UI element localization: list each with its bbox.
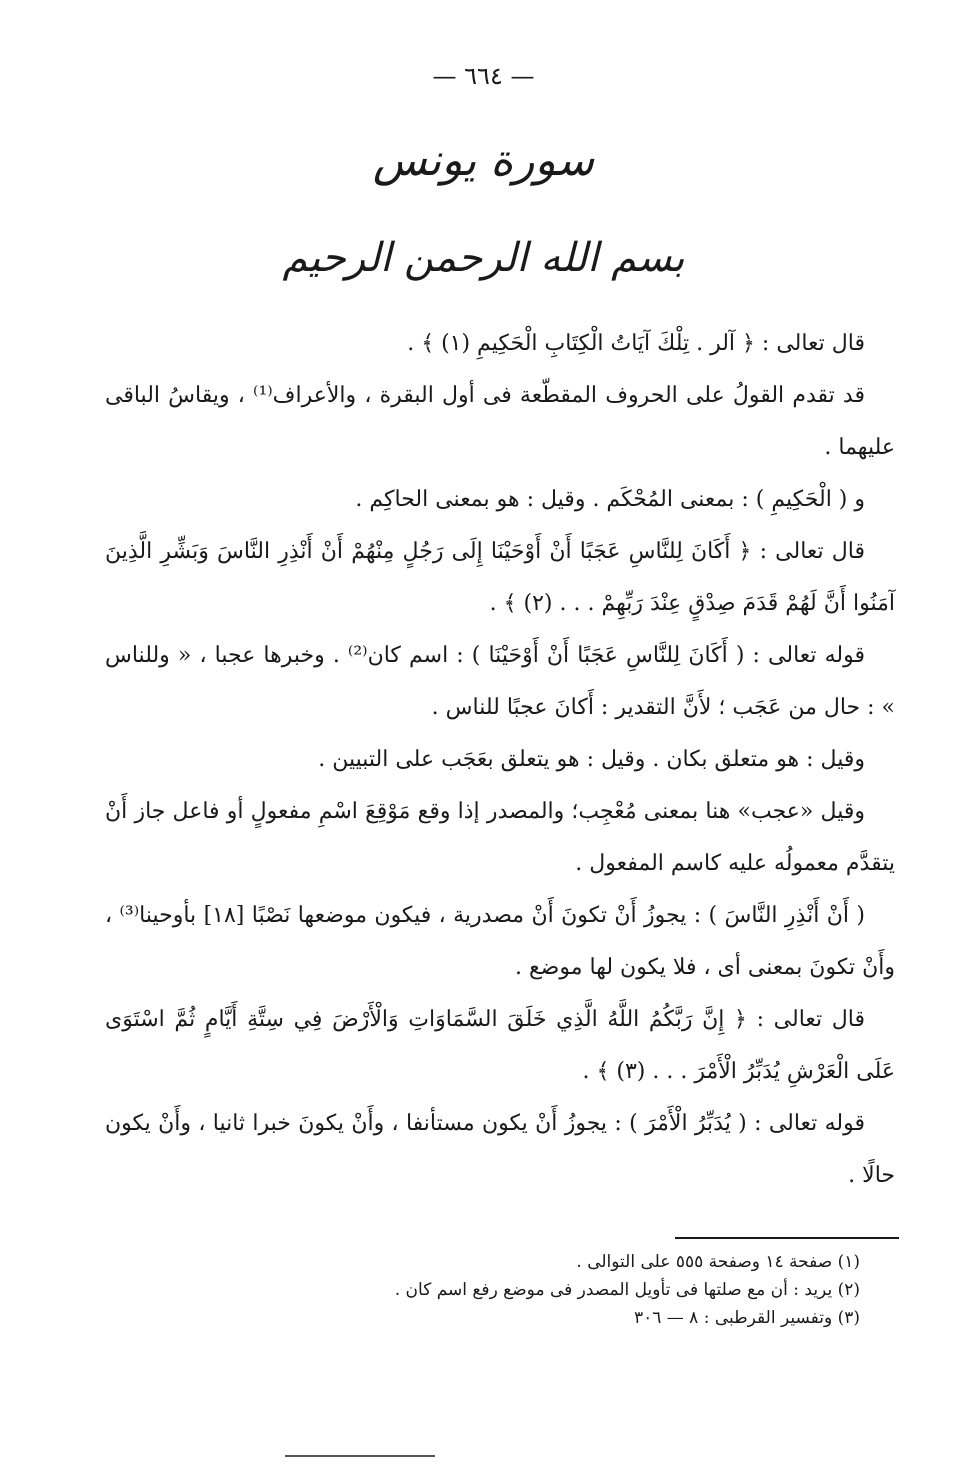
paragraph: قال تعالى : ﴿ آلر . تِلْكَ آيَاتُ الْكِتَابِ الْحَكِيمِ (١) ﴾ . — [407, 331, 865, 356]
paragraph: قوله تعالى : ( أَكَانَ لِلنَّاسِ عَجَبًا أَنْ أَوْحَيْنَا ) : اسم كان⁽²⁾ . وخبرها عجبا ، « وللناس » : حال من عَجَب ؛ لأَنَّ التقدير : أَكانَ عجبًا للناس . — [105, 643, 895, 720]
paragraph: قوله تعالى : ( يُدَبِّرُ الْأَمْرَ ) : يجوزُ أَنْ يكون مستأنفا ، وأَنْ يكونَ خبرا ثانيا ، وأَنْ يكون حالًا . — [105, 1111, 895, 1188]
footnote: (٣) وتفسير القرطبى : ٨ — ٣٠٦ — [633, 1308, 860, 1328]
footnotes — [300, 1248, 860, 1332]
paragraph: و ( الْحَكِيمِ ) : بمعنى المُحْكَم . وقيل : هو بمعنى الحاكِم . — [355, 487, 865, 512]
bottom-scan-mark — [285, 1455, 435, 1457]
page-number: — ٦٦٤ — — [432, 62, 535, 90]
footnote: (٢) يريد : أن مع صلتها فى تأويل المصدر فى موضع رفع اسم كان . — [394, 1280, 860, 1300]
paragraph: ( أَنْ أَنْذِرِ النَّاسَ ) : يجوزُ أَنْ تكونَ أَنْ مصدرية ، فيكون موضعها نَصْبًا [١٨] بأوحينا⁽³⁾ ، وأَنْ تكونَ بمعنى أى ، فلا يكون لها موضع . — [105, 903, 895, 980]
paragraph: وقيل : هو متعلق بكان . وقيل : هو يتعلق بعَجَب على التبيين . — [318, 747, 865, 772]
body-text — [105, 318, 895, 1202]
footnote-divider — [675, 1237, 899, 1239]
paragraph: قال تعالى : ﴿ أَكَانَ لِلنَّاسِ عَجَبًا أَنْ أَوْحَيْنَا إِلَى رَجُلٍ مِنْهُمْ أَنْ أَنْذِرِ النَّاسَ وَبَشِّرِ الَّذِينَ آمَنُوا أَنَّ لَهُمْ قَدَمَ صِدْقٍ عِنْدَ رَبِّهِمْ . . . (٢) ﴾ . — [105, 539, 895, 616]
footnote: (١) صفحة ١٤ وصفحة ٥٥٥ على التوالى . — [576, 1252, 860, 1272]
surah-title: سورة يونس — [372, 135, 595, 186]
paragraph: وقيل «عجب» هنا بمعنى مُعْجِب؛ والمصدر إذا وقع مَوْقِعَ اسْمِ مفعولٍ أو فاعل جاز أَنْ يتقدَّم معمولُه عليه كاسم المفعول . — [105, 799, 895, 876]
paragraph: قال تعالى : ﴿ إِنَّ رَبَّكُمُ اللَّهُ الَّذِي خَلَقَ السَّمَاوَاتِ وَالْأَرْضَ فِي سِتَّةِ أَيَّامٍ ثُمَّ اسْتَوَى عَلَى الْعَرْشِ يُدَبِّرُ الْأَمْرَ . . . (٣) ﴾ . — [105, 1007, 895, 1084]
basmala: بسم الله الرحمن الرحيم — [282, 235, 685, 281]
paragraph: قد تقدم القولُ على الحروف المقطّعة فى أول البقرة ، والأعراف⁽¹⁾ ، ويقاسُ الباقى عليهما . — [105, 383, 895, 460]
